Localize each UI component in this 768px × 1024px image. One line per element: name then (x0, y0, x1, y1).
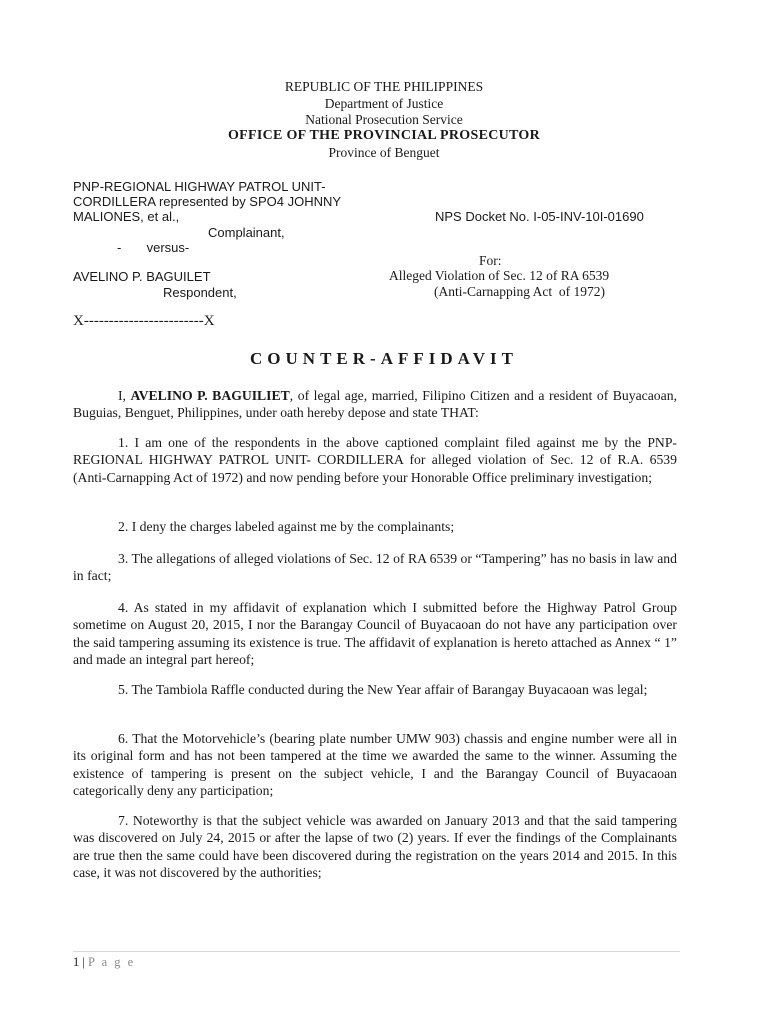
paragraph-7: 7. Noteworthy is that the subject vehicle was awarded on January 2013 and that the said tampering was discovered on July 24, 2015 or after the lapse of two (2) years. If ever the findings of the Complainants are true then the same could have been discovered during the registration on the years 2014 and 2015. In this case, it was not discovered by the authorities; (73, 813, 677, 880)
page-number: 1 (73, 955, 80, 969)
complainant-line-1: PNP-REGIONAL HIGHWAY PATROL UNIT- (73, 179, 326, 194)
page-footer (73, 955, 135, 970)
page-label: P a g e (88, 955, 136, 969)
header-office: OFFICE OF THE PROVINCIAL PROSECUTOR (227, 128, 541, 143)
affiant-name: AVELINO P. BAGUILIET (130, 388, 290, 403)
versus-label: - versus- (117, 240, 190, 255)
complainant-line-3: MALIONES, et al., (73, 209, 180, 224)
respondent-name: AVELINO P. BAGUILET (73, 269, 211, 284)
paragraph-3: 3. The allegations of alleged violations of Sec. 12 of RA 6539 or “Tampering” has no basis in law and in fact; (73, 551, 677, 584)
docket-number: NPS Docket No. I-05-INV-10I-01690 (435, 209, 644, 224)
respondent-role: Respondent, (163, 285, 237, 300)
header-province: Province of Benguet (328, 145, 440, 160)
complainant-line-2: CORDILLERA represented by SPO4 JOHNNY (73, 194, 342, 209)
footer-divider (73, 951, 680, 952)
intro-post: , of legal age, married, Filipino Citizen and a resident of Buyacaoan, Buguias, Benguet, Philippines, under oath hereby depose and state THAT: (73, 388, 677, 421)
header-service: National Prosecution Service (305, 112, 463, 127)
header-department: Department of Justice (324, 96, 444, 111)
intro-paragraph (73, 387, 677, 422)
complainant-role: Complainant, (208, 225, 285, 240)
intro-pre: I, (118, 388, 131, 403)
paragraph-2: 2. I deny the charges labeled against me by the complainants; (118, 519, 455, 534)
paragraph-1: 1. I am one of the respondents in the above captioned complaint filed against me by the PNP-REGIONAL HIGHWAY PATROL UNIT- CORDILLERA for alleged violation of Sec. 12 of R.A. 6539 (Anti-Carnapping Act of 1972) and now pending before your Honorable Office preliminary investigation; (73, 435, 705, 485)
paragraph-4: 4. As stated in my affidavit of explanation which I submitted before the Highway Patrol Group sometime on August 20, 2015, I nor the Barangay Council of Buyacaoan do not have any participation over the said tampering assuming its existence is true. The affidavit of explanation is hereto attached as Annex “ 1” and made an integral part hereof; (73, 600, 677, 667)
anti-carnapping-act: (Anti-Carnapping Act of 1972) (434, 284, 605, 299)
document-title: COUNTER-AFFIDAVIT (250, 349, 518, 368)
caption-separator: X------------------------X (73, 313, 215, 329)
paragraph-6: 6. That the Motorvehicle’s (bearing plate number UMW 903) chassis and engine number were all in its original form and has not been tampered at the time we awarded the same to the winner. Assuming the existence of tampering is present on the subject vehicle, I and the Barangay Council of Buyacaoan categorically deny any participation; (73, 731, 677, 798)
paragraph-5: 5. The Tambiola Raffle conducted during the New Year affair of Barangay Buyacaoan was legal; (118, 682, 648, 697)
footer-separator: | (82, 955, 85, 969)
for-label: For: (479, 253, 502, 268)
header-republic: REPUBLIC OF THE PHILIPPINES (284, 79, 484, 94)
alleged-violation: Alleged Violation of Sec. 12 of RA 6539 (389, 268, 610, 283)
